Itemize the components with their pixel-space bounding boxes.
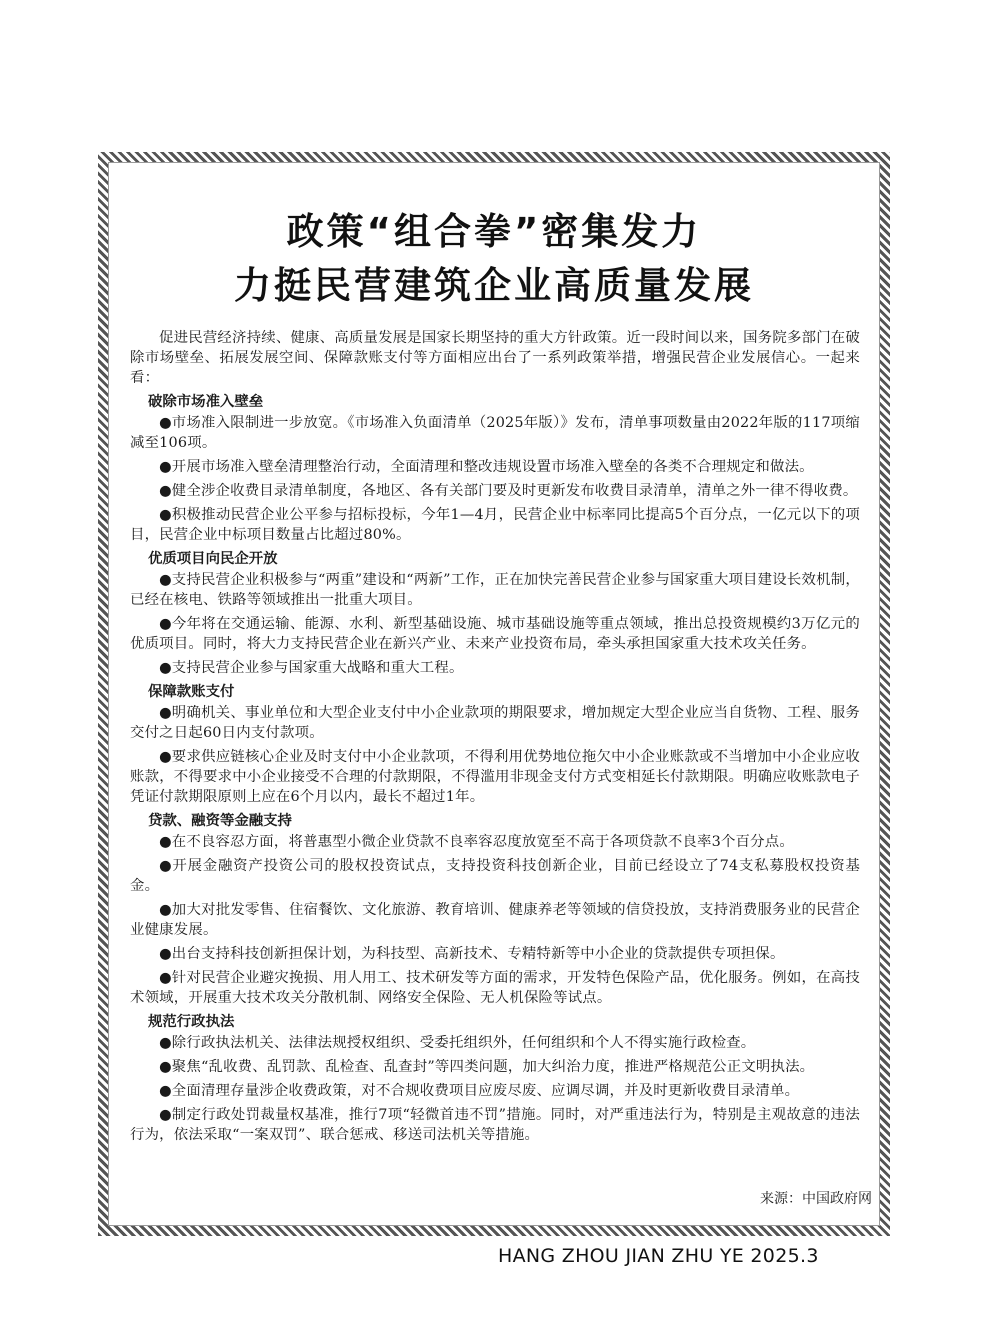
section-heading: 优质项目向民企开放 (148, 551, 278, 567)
source-credit: 来源：中国政府网 (760, 1191, 872, 1207)
list-item: ●明确机关、事业单位和大型企业支付中小企业款项的期限要求，增加规定大型企业应当自货物、工程、服务交付之日起60日内支付款项。 (130, 705, 860, 741)
title-line-2: 力挺民营建筑企业高质量发展 (234, 264, 754, 307)
list-item: ●除行政执法机关、法律法规授权组织、受委托组织外，任何组织和个人不得实施行政检查。 (159, 1035, 756, 1051)
list-item: ●要求供应链核心企业及时支付中小企业款项，不得利用优势地位拖欠中小企业账款或不当增加中小企业应收账款，不得要求中小企业接受不合理的付款期限，不得滥用非现金支付方式变相延长付款期限。明确应收账款电子凭证付款期限原则上应在6个月以内，最长不超过1年。 (130, 749, 860, 805)
section-heading: 保障款账支付 (148, 684, 235, 700)
section-finance (130, 811, 860, 1008)
section-heading: 贷款、融资等金融支持 (148, 813, 292, 829)
list-item: ●出台支持科技创新担保计划，为科技型、高新技术、专精特新等中小企业的贷款提供专项担保。 (159, 946, 785, 962)
article-body (130, 328, 860, 1149)
section-payment (130, 682, 860, 807)
list-item: ●市场准入限制进一步放宽。《市场准入负面清单（2025年版）》发布，清单事项数量由2022年版的117项缩减至106项。 (130, 415, 860, 451)
list-item: ●在不良容忍方面，将普惠型小微企业贷款不良率容忍度放宽至不高于各项贷款不良率3个百分点。 (159, 834, 794, 850)
section-heading: 破除市场准入壁垒 (148, 394, 264, 410)
section-heading: 规范行政执法 (148, 1014, 235, 1030)
list-item: ●开展金融资产投资公司的股权投资试点，支持投资科技创新企业，目前已经设立了74支私募股权投资基金。 (130, 858, 860, 894)
list-item: ●健全涉企收费目录清单制度，各地区、各有关部门要及时更新发布收费目录清单，清单之外一律不得收费。 (159, 483, 858, 499)
list-item: ●针对民营企业避灾挽损、用人用工、技术研发等方面的需求，开发特色保险产品，优化服务。例如，在高技术领域，开展重大技术攻关分散机制、网络安全保险、无人机保险等试点。 (130, 970, 860, 1006)
section-law-enforcement (130, 1012, 860, 1145)
list-item: ●制定行政处罚裁量权基准，推行7项“轻微首违不罚”措施。同时，对严重违法行为，特别是主观故意的违法行为，依法采取“一案双罚”、联合惩戒、移送司法机关等措施。 (130, 1107, 860, 1143)
list-item: ●开展市场准入壁垒清理整治行动，全面清理和整改违规设置市场准入壁垒的各类不合理规定和做法。 (159, 459, 814, 475)
list-item: ●今年将在交通运输、能源、水利、新型基础设施、城市基础设施等重点领域，推出总投资规模约3万亿元的优质项目。同时，将大力支持民营企业在新兴产业、未来产业投资布局，牵头承担国家重大技术攻关任务。 (130, 616, 860, 652)
list-item: ●支持民营企业参与国家重大战略和重大工程。 (159, 660, 464, 676)
list-item: ●聚焦“乱收费、乱罚款、乱检查、乱查封”等四类问题，加大纠治力度，推进严格规范公正文明执法。 (159, 1059, 815, 1075)
title-line-1: 政策“组合拳”密集发力 (286, 210, 702, 253)
list-item: ●全面清理存量涉企收费政策，对不合规收费项目应废尽废、应调尽调，并及时更新收费目录清单。 (159, 1083, 800, 1099)
intro-paragraph: 促进民营经济持续、健康、高质量发展是国家长期坚持的重大方针政策。近一段时间以来，国务院多部门在破除市场壁垒、拓展发展空间、保障款账支付等方面相应出台了一系列政策举措，增强民营企业发展信心。一起来看： (130, 330, 860, 386)
list-item: ●支持民营企业积极参与“两重”建设和“两新”工作，正在加快完善民营企业参与国家重大项目建设长效机制，已经在核电、铁路等领域推出一批重大项目。 (130, 572, 860, 608)
list-item: ●积极推动民营企业公平参与招标投标，今年1—4月，民营企业中标率同比提高5个百分点，一亿元以下的项目，民营企业中标项目数量占比超过80%。 (130, 507, 860, 543)
footer-journal-issue: HANG ZHOU JIAN ZHU YE 2025.3 (498, 1245, 819, 1267)
list-item: ●加大对批发零售、住宿餐饮、文化旅游、教育培训、健康养老等领域的信贷投放，支持消费服务业的民营企业健康发展。 (130, 902, 860, 938)
section-quality-projects (130, 549, 860, 678)
section-market-access (130, 392, 860, 545)
